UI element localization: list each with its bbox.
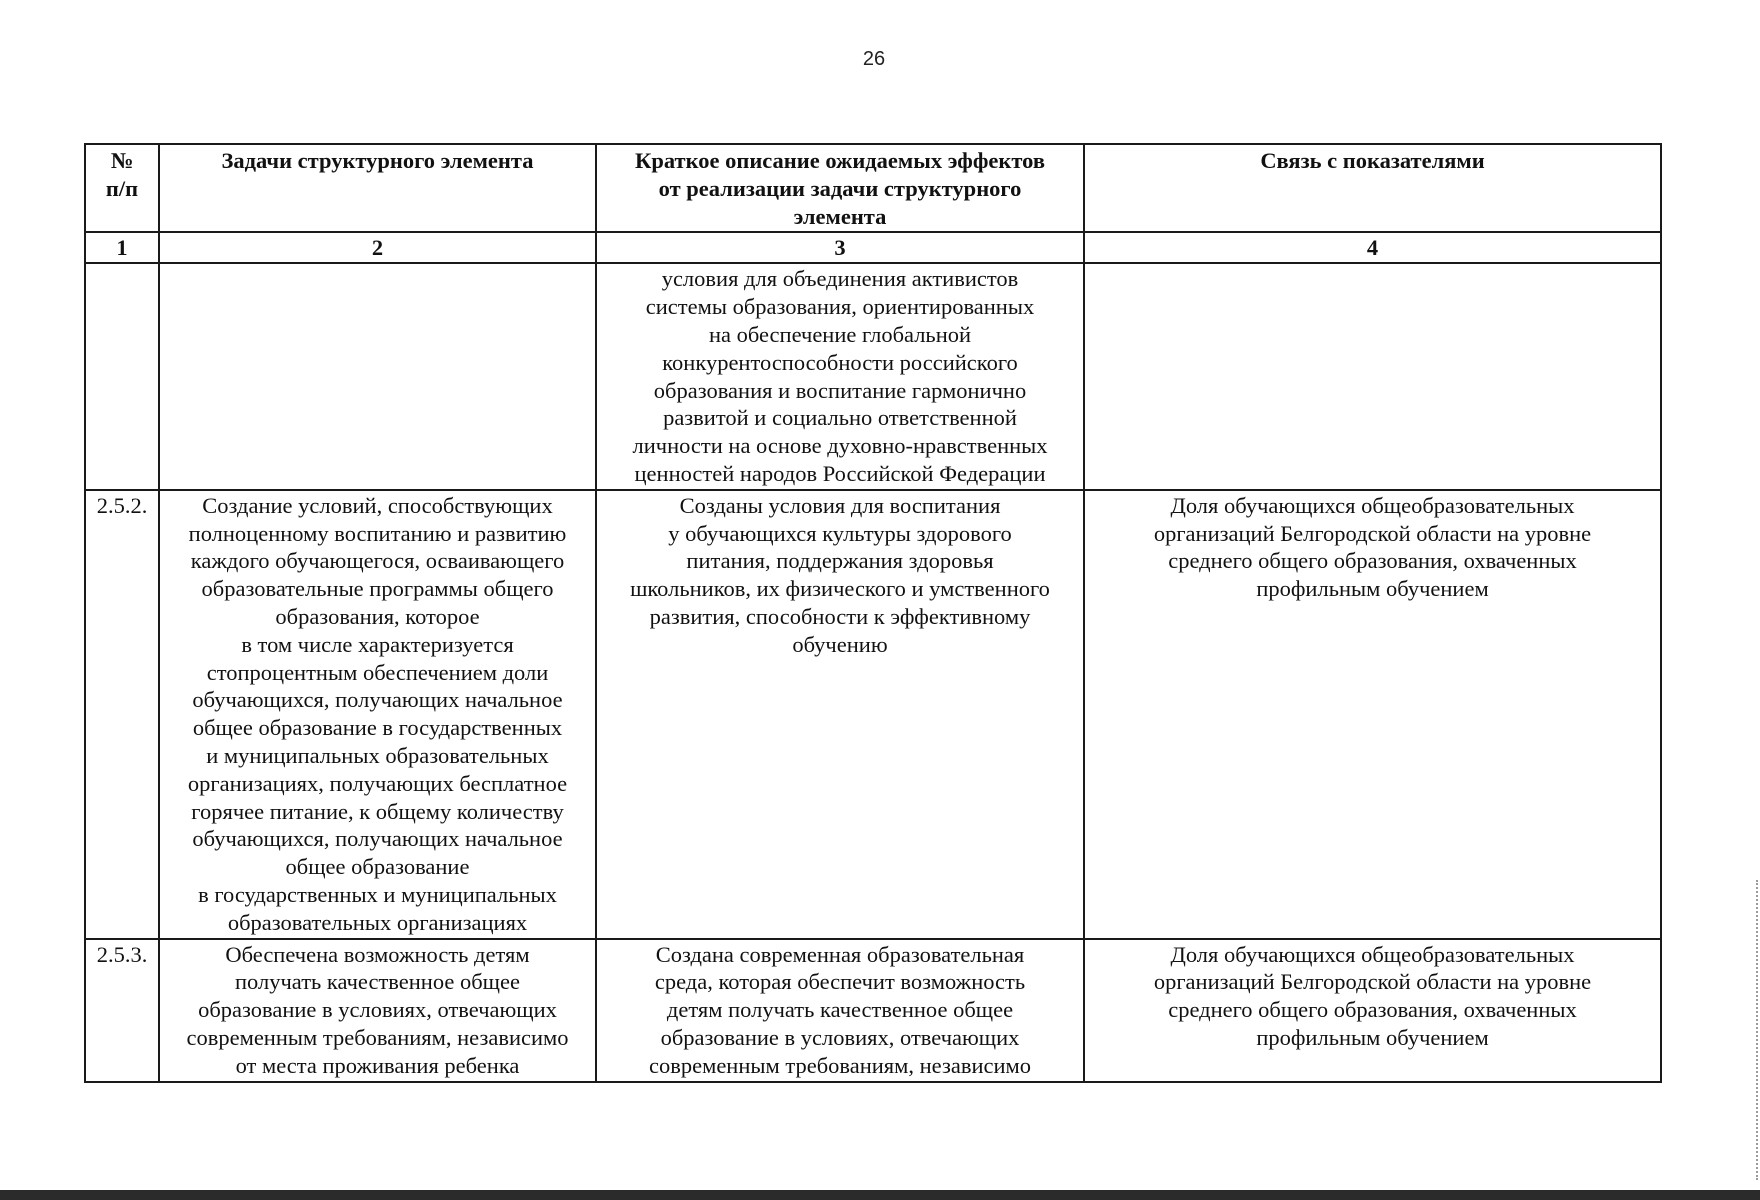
header-tasks: Задачи структурного элемента	[159, 144, 596, 232]
header-indicators: Связь с показателями	[1084, 144, 1661, 232]
column-number: 2	[159, 232, 596, 263]
table-row	[85, 939, 1661, 1082]
structural-element-table	[84, 143, 1662, 1083]
table-row	[85, 263, 1661, 489]
page-number: 26	[862, 48, 886, 70]
column-number: 1	[85, 232, 159, 263]
table-row	[85, 490, 1661, 939]
scan-edge-artifact	[1754, 880, 1758, 1180]
task-cell: Создание условий, способствующих полноценному воспитанию и развитию каждого обучающегося, осваивающего образовательные программы общего образования, которое в том числе характеризуется стопроцентным обеспечением доли обучающихся, получающих начальное общее образование в государственных и муниципальных образовательных организациях, получающих бесплатное горячее питание, к общему количеству обучающихся, получающих начальное общее образование в государственных и муниципальных образовательных организациях	[159, 490, 596, 939]
column-number: 3	[596, 232, 1084, 263]
table-header-row	[85, 144, 1661, 232]
row-number-cell: 2.5.3.	[85, 939, 159, 1082]
effect-cell: условия для объединения активистов системы образования, ориентированных на обеспечение глобальной конкурентоспособности российского образования и воспитание гармонично развитой и социально ответственной личности на основе духовно-нравственных ценностей народов Российской Федерации	[596, 263, 1084, 489]
task-cell: Обеспечена возможность детям получать качественное общее образование в условиях, отвечающих современным требованиям, независимо от места проживания ребенка	[159, 939, 596, 1082]
row-number-cell: 2.5.2.	[85, 490, 159, 939]
column-number-row	[85, 232, 1661, 263]
scan-bottom-bar	[0, 1190, 1760, 1200]
effect-cell: Созданы условия для воспитания у обучающихся культуры здорового питания, поддержания здоровья школьников, их физического и умственного развития, способности к эффективному обучению	[596, 490, 1084, 939]
row-number-cell	[85, 263, 159, 489]
indicator-cell	[1084, 263, 1661, 489]
indicator-cell: Доля обучающихся общеобразовательных организаций Белгородской области на уровне среднего общего образования, охваченных профильным обучением	[1084, 939, 1661, 1082]
effect-cell: Создана современная образовательная среда, которая обеспечит возможность детям получать качественное общее образование в условиях, отвечающих современным требованиям, независимо	[596, 939, 1084, 1082]
header-number: № п/п	[85, 144, 159, 232]
task-cell	[159, 263, 596, 489]
header-effects: Краткое описание ожидаемых эффектов от реализации задачи структурного элемента	[596, 144, 1084, 232]
indicator-cell: Доля обучающихся общеобразовательных организаций Белгородской области на уровне среднего общего образования, охваченных профильным обучением	[1084, 490, 1661, 939]
column-number: 4	[1084, 232, 1661, 263]
